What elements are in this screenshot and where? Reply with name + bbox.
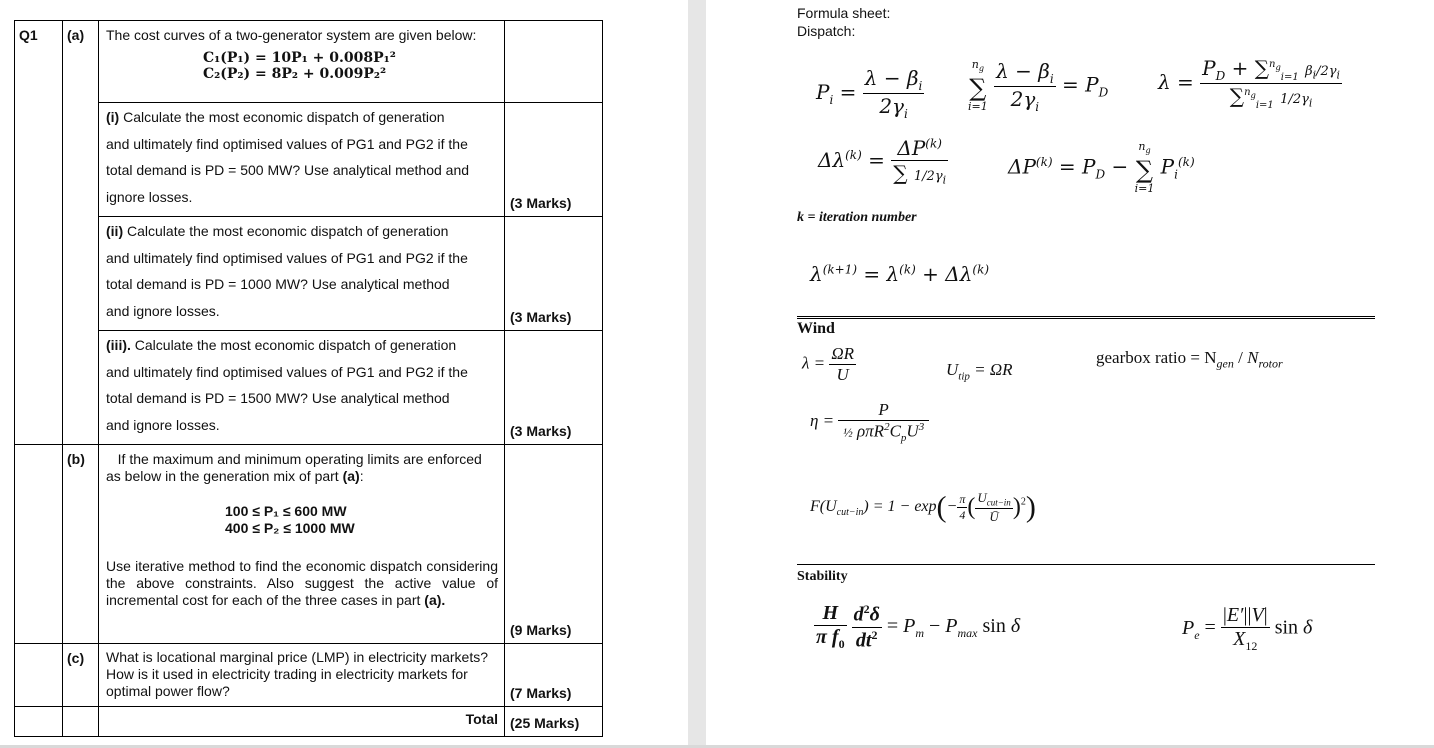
part-c-label-cell [63,644,99,707]
stability-heading: Stability [797,569,848,584]
part-a-i-line2: and ultimately find optimised values of PG1 and PG2 if the [106,135,468,152]
dispatch-heading: Dispatch: [797,23,856,39]
cost-curve-2: C₂(P₂) = 8P₂ + 0.009P₂² [203,66,387,82]
total-marks: (25 Marks) [505,707,603,737]
part-a-iii-line3: total demand is PD = 1500 MW? Use analytical method [106,390,450,406]
formula-pi: $P_i$ = $\frac{\lambda - \beta_i}{2\gamma_i}$ [816,66,923,121]
part-c-marks: (7 Marks) [505,644,603,707]
formula-delta-lambda: $\Delta\lambda^{(k)}$ = $\frac{\Delta P^{(k)}}{\sum 1/2\gamma_i}$ [818,136,947,187]
cost-curve-1: C₁(P₁) = 10P₁ + 0.008P₁² [203,50,396,66]
part-a-iii-line1: Calculate the most economic dispatch of generation [134,337,457,353]
question-number: Q1 [19,27,38,43]
question-table [14,20,603,737]
total-empty-2 [63,707,99,737]
formula-sheet-title: Formula sheet: [797,5,891,21]
part-b-label-cell [63,445,99,644]
part-a-ii-line4: and ignore losses. [106,302,220,319]
formula-cut-in: $F(U_{cut-in}) = 1 - \exp(-$ $\frac{\pi}{4}$ ( $\frac{U_{cut-in}}{Ū}$ )$^2$) [810,490,1036,524]
part-b-body-ref: (a). [424,592,446,608]
part-b-cell [99,445,505,644]
part-a-iii-line4: and ignore losses. [106,416,220,433]
part-b-marks: (9 Marks) [505,445,603,644]
total-empty-1 [15,707,63,737]
part-b-intro-text: If the maximum and minimum operating limits are enforced as below in the generation mix of part [106,451,482,484]
part-a-i-tag: (i) [106,109,120,125]
gearbox-label: gearbox ratio = N [1096,348,1217,367]
formula-sum-balance: $n_g$ ∑ i=1 $\frac{\lambda - \beta_i}{2\gamma_i}$ = $P_D$ [968,58,1109,114]
formula-lambda: λ = $\frac{P_D + \sum^{n_g}_{i=1} \beta_i/2\gamma_i}{\sum^{n_g}_{i=1} 1/2\gamma_i}$ [1158,56,1340,111]
wind-heading: Wind [797,320,835,337]
limit-p2: 400 ≤ P₂ ≤ 1000 MW [225,520,355,536]
part-b-intro-ref: (a) [342,468,360,484]
formula-tip-speed-ratio: λ = $\frac{\Omega R}{U}$ [802,344,855,384]
part-b-label: (b) [67,451,85,467]
part-a-i-line4: ignore losses. [106,188,193,205]
limit-p1: 100 ≤ P₁ ≤ 600 MW [225,503,347,519]
part-a-ii-text [99,217,504,324]
question-number-cell [15,21,63,445]
part-a-label: (a) [67,27,85,43]
formula-gearbox: gearbox ratio = $N_{gen} / N_{rotor}$ [1096,348,1283,371]
part-a-i-marks: (3 Marks) [505,103,603,217]
gearbox-gen-sub: gen [1216,356,1234,371]
part-c-text: What is locational marginal price (LMP) in electricity markets? How is it used in electricity trading in electricity markets for optimal power flow? [106,649,489,699]
part-a-ii-line1: Calculate the most economic dispatch of generation [127,223,449,239]
part-a-i-line3: total demand is PD = 500 MW? Use analytical method and [106,162,470,178]
part-a-iii-marks: (3 Marks) [505,331,603,445]
part-a-ii-marks: (3 Marks) [505,217,603,331]
part-a-ii-cell [99,217,505,331]
part-a-i-text [99,103,504,210]
part-a-iii-tag: (iii). [106,337,131,353]
part-a-i-cell [99,103,505,217]
formula-lambda-update: $\lambda^{(k+1)} = \lambda^{(k)} + \Delta\lambda^{(k)}$ [810,262,990,286]
part-a-iii-line2: and ultimately find optimised values of PG1 and PG2 if the [106,363,468,380]
part-b-intro-colon: : [359,468,364,484]
part-b-body-text: Use iterative method to find the economic dispatch considering the above constraints. Also suggest the active value of incremental cost for each of the three cases in part [106,558,498,608]
part-c-number-cell [15,644,63,707]
part-a-intro: The cost curves of a two-generator system are given below: [106,27,477,43]
part-a-iii-cell [99,331,505,445]
part-b-intro [99,445,504,485]
part-c-cell [99,644,505,707]
formula-electrical-power: $P_e$ = $\frac{|E'||V|}{X_{12}}$ sin δ [1182,604,1313,653]
iteration-note: k = iteration number [797,210,917,225]
part-a-ii-line3: total demand is PD = 1000 MW? Use analytical method [106,276,450,292]
part-a-intro-cell [99,21,505,103]
part-a-ii-tag: (ii) [106,223,124,239]
wind-rule-top [797,316,1375,317]
part-a-label-cell [63,21,99,445]
total-label: Total [99,707,505,737]
formula-swing: $\frac{H}{\pi f_0}$ $\frac{d^2\delta}{dt^2}$ = $P_m - P_{max}$ sin δ [816,602,1021,652]
part-c-label: (c) [67,650,85,666]
formula-u-tip: $U_{tip} = \Omega R$ [946,360,1013,383]
question-page [0,0,688,746]
part-b-body [99,554,504,609]
formula-efficiency: η = $\frac{P}{\frac{1}{2} \rho\pi R^2C_pU^3}$ [810,400,929,444]
wind-rule-bottom [797,318,1375,319]
formula-sheet-page [706,0,1434,746]
part-a-intro-marks-cell [505,21,603,103]
page-gap [688,0,706,748]
stability-rule [797,564,1375,565]
part-a-i-line1: Calculate the most economic dispatch of generation [123,109,445,125]
part-b-number-cell [15,445,63,644]
part-a-ii-line2: and ultimately find optimised values of PG1 and PG2 if the [106,249,468,266]
formula-delta-p: $\Delta P^{(k)} = P_D$ − $n_g$ ∑ i=1 $P_i^{(k)}$ [1008,140,1195,196]
part-a-iii-text [99,331,504,438]
gearbox-rotor-sub: rotor [1258,356,1283,371]
